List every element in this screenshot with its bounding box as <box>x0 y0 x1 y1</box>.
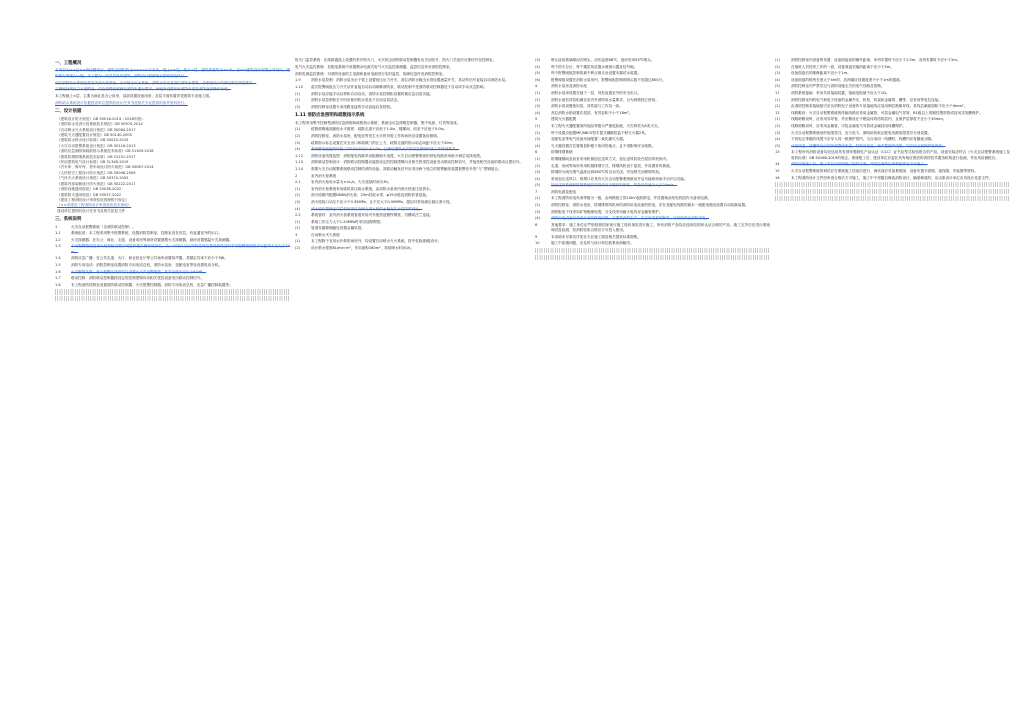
numbered-item <box>535 84 770 89</box>
item-text: 排烟防火阀在烟气温度达到280℃时自动关闭，并连锁关闭排烟风机。 <box>551 170 663 175</box>
numbered-item <box>775 91 1010 96</box>
item-number: 1.1 <box>55 231 61 236</box>
numbered-item <box>535 111 770 116</box>
item-number: (1) <box>535 123 541 128</box>
numbered-item <box>295 174 530 179</box>
reference-item: 《气体灭火系统设计规范》GB 50370-2005 <box>57 176 129 181</box>
numbered-item <box>535 177 770 182</box>
item-text: 每个设置点配置MF/ABC5型手提式磷酸铵盐干粉灭火器2具。 <box>551 130 649 135</box>
item-text: 消防用电设备应采用专用的供电回路，当建筑内的生产、生活用电被切断时，应仍能保证消防用电。 <box>551 216 710 221</box>
numbered-item <box>535 65 770 70</box>
item-number: 1.5 <box>55 262 61 267</box>
numbered-item <box>535 150 770 155</box>
text-column-4 <box>775 58 1010 202</box>
numbered-item <box>535 196 770 201</box>
numbered-item <box>775 65 1010 70</box>
item-text: 本工程消防设计文件经审查合格后方可施工，施工中不得擅自修改消防设计，确需修改的，应由原设计单位出具设计变更文件。 <box>791 175 993 180</box>
item-text: 在值班人员经常工作的一面，设备面盘至墙的距离不应小于3m。 <box>791 64 894 69</box>
item-number: 9 <box>535 234 538 239</box>
numbered-item <box>535 144 770 149</box>
item-text: 疏散照明地面最低水平照度：疏散走道不应低于1.0lx，楼梯间、前室不应低于5.0lx。 <box>311 127 448 132</box>
item-number: 2 <box>295 173 298 178</box>
item-text: 消防设施施工前，施工单位应编制施工组织方案，并经监理单位审核批准后方可施工。 <box>791 162 928 167</box>
paragraph: 电气火灾监控系统：在配电系统中设置剩余电流式电气火灾监控探测器，监控信息传至消防控制室。 <box>295 64 454 69</box>
numbered-item <box>535 58 770 63</box>
numbered-item <box>295 226 530 231</box>
item-number: 1.3 <box>55 244 61 249</box>
section-heading: 二、设计依据 <box>55 109 82 115</box>
numbered-item <box>535 164 770 169</box>
numbered-item <box>295 239 530 244</box>
text-line <box>55 296 290 301</box>
numbered-item <box>775 131 1010 136</box>
numbered-item <box>55 225 290 230</box>
item-number: (4) <box>775 77 781 82</box>
item-number: (2) <box>295 193 301 198</box>
item-number: (2) <box>295 98 301 103</box>
item-number: (2) <box>775 64 781 69</box>
item-number: 1.7 <box>55 276 61 281</box>
item-text: 线路暗敷设时，应采用穿导管，并应敷设在不燃烧体的结构层内，且保护层厚度不宜小于30mm。 <box>791 117 947 122</box>
reference-item: 《民用建筑电气设计标准》GB 51348-2019 <box>57 160 129 165</box>
item-number: (4) <box>535 216 541 221</box>
item-number: (1) <box>775 58 781 62</box>
item-text: 火灾探测器：在办公、商业、走道、设备用房等场所设置感烟火灾探测器，厨房设置感温火灾探测器。 <box>71 237 233 242</box>
item-number: (1) <box>535 156 541 161</box>
item-number: (2) <box>775 123 781 128</box>
item-number: (1) <box>295 239 301 244</box>
numbered-item <box>55 231 290 236</box>
item-number: (6) <box>535 77 541 82</box>
numbered-item <box>775 169 1010 174</box>
text-column-1 <box>55 58 290 303</box>
item-text: 消防水泵设置备用泵，其性能与工作泵一致。 <box>551 104 623 109</box>
reference-item: 《建筑防烟排烟系统技术标准》GB 51251-2017 <box>57 154 136 159</box>
numbered-item <box>295 207 530 212</box>
item-number: 1.10 <box>295 84 304 89</box>
item-number: 2.2 <box>295 213 301 218</box>
item-text: 消防控制室内严禁穿过与消防设施无关的电气线路及管路。 <box>791 84 885 89</box>
item-text: 消防水泵控制：消防水泵出水干管上设置低压压力开关，高位消防水箱出水管设置流量开关，其动作信号直接启动消防水泵。 <box>311 78 509 83</box>
item-number: 7 <box>535 189 538 194</box>
item-number: (3) <box>535 137 541 142</box>
numbered-item <box>775 84 1010 89</box>
item-number: 11 <box>775 90 780 95</box>
numbered-item <box>535 223 770 234</box>
item-number: (1) <box>535 196 541 201</box>
item-number: 3 <box>295 232 298 237</box>
numbered-item <box>775 162 1010 167</box>
item-text: 自动喷水灭火系统 <box>311 232 340 237</box>
numbered-item <box>535 190 770 195</box>
item-number: 5 <box>535 117 538 122</box>
numbered-item <box>55 263 290 268</box>
paragraph: 本工程地上×层，主要为商业及办公用房，局部设置设备用房，各层平面布置详见建筑专业施工图。 <box>55 94 213 99</box>
item-number: 10 <box>535 241 540 246</box>
numbered-item <box>295 98 530 103</box>
numbered-item <box>775 78 1010 83</box>
numbered-item <box>535 183 770 188</box>
item-text: 走道、房间等场所采用机械排烟方式，排烟风机设于屋顶，并设置补风系统。 <box>551 163 674 168</box>
item-text: 消防水泵控制柜在平时应使消防水泵处于自动启泵状态。 <box>311 98 401 103</box>
item-text: 消火栓布置保证同层任何部位有两支消火栓的水枪充实水柱同时到达。 <box>311 206 423 211</box>
item-number: (3) <box>775 71 781 76</box>
text-line <box>535 255 770 260</box>
item-text: 报警阀组设置在消防水泵房内，报警阀组控制的喷头数不宜超过800只。 <box>551 77 666 82</box>
numbered-item <box>295 220 530 225</box>
item-number: (3) <box>295 199 301 204</box>
numbered-item <box>535 170 770 175</box>
reference-item: 《消防设施通用规范》GB 55036-2022 <box>57 187 122 192</box>
text-line <box>55 289 290 294</box>
numbered-item <box>295 105 530 110</box>
item-number: 1.6 <box>55 269 61 274</box>
item-number: (4) <box>535 176 541 181</box>
item-text: 消防电源及配电 <box>551 189 577 194</box>
item-number: (5) <box>535 183 541 188</box>
numbered-item <box>535 131 770 136</box>
paragraph: 消防给水系统设计依据建设单位提供的设计任务书及相关专业提供的条件资料进行。 <box>55 101 188 105</box>
item-number: 15 <box>775 168 780 173</box>
item-number: (3) <box>295 140 301 145</box>
item-text: 火灾警报装置：每个报警区域内均匀设置火灾声光警报器，其声压级不应小于60dB。 <box>71 269 207 274</box>
item-text: 消防水泵应能手动启停和自动启动，消防水泵控制柜设置机械应急启泵功能。 <box>311 91 434 96</box>
numbered-item <box>535 203 770 208</box>
item-number: (2) <box>295 246 301 251</box>
item-text: 联动控制：消防联动控制器按设定的控制逻辑向各相关受控设备发出联动控制信号。 <box>71 276 204 281</box>
item-text: 系统组成：本工程采用集中报警系统，设置消防控制室，控制室设在首层，有直通室外的出口。 <box>71 231 222 236</box>
numbered-item <box>295 187 530 192</box>
item-number: (2) <box>535 130 541 135</box>
numbered-item <box>775 117 1010 122</box>
reference-item: 《火灾自动报警系统设计规范》GB 50116-2013 <box>57 143 136 148</box>
item-text: 室内消火栓用水量为××L/s，火灾延续时间为3h。 <box>311 180 392 185</box>
numbered-item <box>535 98 770 103</box>
item-text: 室内消火栓系统 <box>311 173 337 178</box>
paragraph: 消防电源监控系统：对消防设备的主电源和备用电源进行实时监控，故障信息传至消防控制室。 <box>295 71 446 76</box>
item-text: 由消防控制室接地板引至各消防电子设备的专用接地线应选用铜芯绝缘导线，其线芯截面面积不应小于4mm²。 <box>791 104 968 109</box>
item-number: (3) <box>295 104 301 109</box>
item-text: 疏散指示标志设置在安全出口和疏散门的正上方，疏散走道的指示标志间距不应大于20m。 <box>311 140 456 145</box>
item-number: 1.9 <box>295 78 301 83</box>
item-text: 消防控制室、消防水泵房、防烟排烟风机房的消防用电设备的供电，应在其配电线路的最末一级配电箱处设置自动切换装置。 <box>551 203 749 208</box>
item-text: 需要火灾自动报警系统联动控制的消防设备，其联动触发信号应采用两个独立的报警触发装置报警信号的“与”逻辑组合。 <box>311 166 502 171</box>
numbered-item <box>295 78 530 83</box>
numbered-item <box>775 144 1010 149</box>
numbered-item <box>535 210 770 215</box>
text-column-2 <box>295 58 530 253</box>
numbered-item <box>535 216 770 221</box>
item-text: 线路明敷设时，应采用金属管、可挠金属电气导管或金属封闭线槽保护。 <box>791 123 906 128</box>
numbered-item <box>535 71 770 76</box>
item-text: 火灾自动报警系统（含消防联动控制）。 <box>71 224 136 229</box>
numbered-item <box>295 160 530 165</box>
item-text: 本工程消防控制室设置消防联动控制器、火灾报警控制器、消防专用电话总机、应急广播控制装置等。 <box>71 282 233 287</box>
item-text: 设备面盘的排列长度大于4m时，其两端应设置宽度不小于1m的通道。 <box>791 77 904 82</box>
numbered-item <box>295 92 530 97</box>
numbered-item <box>535 78 770 83</box>
reference-item: 《建筑设计防火规范》GB 50016-2014（2018年版） <box>57 116 145 121</box>
item-number: 1.2 <box>55 237 61 242</box>
item-text: 消防系统接地：采用共用接地装置，接地电阻值不应大于1Ω。 <box>791 90 890 95</box>
item-text: 系统工作压力大于1.20MPa时采用加厚钢管。 <box>311 219 384 224</box>
item-number: 4 <box>535 84 538 89</box>
numbered-item <box>295 167 530 172</box>
text-line <box>775 196 1010 201</box>
numbered-item <box>775 98 1010 103</box>
numbered-item <box>55 270 290 275</box>
numbered-item <box>535 104 770 109</box>
item-number: (5) <box>775 143 781 148</box>
reference-item: 《××省建设工程消防设计审查验收技术指南》 <box>57 203 132 208</box>
item-text: 消防应急广播：在公共走道、大厅、商业营业厅等公共场所设置扬声器，其额定功率不应小于3W。 <box>71 256 228 261</box>
item-text: 加压送风系统和排烟系统的风管采用不燃材料制作，风管内风速不大于20m/s。 <box>551 183 678 188</box>
item-text: 建筑灭火器配置 <box>551 117 577 122</box>
item-number: (5) <box>775 84 781 89</box>
item-number: (4) <box>535 64 541 69</box>
numbered-item <box>295 127 530 132</box>
item-number: (1) <box>775 97 781 102</box>
item-text: 湿式报警阀组压力开关动作直接自动启动喷淋消防泵，联动控制不受消防联动控制器处于自动或手动状态影响。 <box>311 84 488 89</box>
numbered-item <box>295 213 530 218</box>
numbered-item <box>775 58 1010 63</box>
reference-item: 《汽车库、修车库、停车场设计防火规范》GB 50067-2014 <box>57 165 154 170</box>
reference-item: 建设单位提供的设计任务书及相关批复文件 <box>57 208 126 213</box>
item-text: 消防控制室内设备的布置：设备面盘前的操作距离，单列布置时不应小于1.5m，双列布置时不应小于2m。 <box>791 58 961 62</box>
item-number: (2) <box>535 97 541 102</box>
item-text: 火灾自动报警系统用的电缆竖井，宜与电力、照明用的低压配电线路电缆竖井分别设置。 <box>791 130 932 135</box>
numbered-item <box>55 244 290 255</box>
item-number: (3) <box>775 130 781 135</box>
item-number: (1) <box>295 127 301 132</box>
numbered-item <box>535 235 770 240</box>
item-text: 消火栓栓口动压不应小于0.35MPa，且不应大于0.50MPa，超压时采用减压稳压消火栓。 <box>311 199 454 204</box>
item-number: (5) <box>535 71 541 76</box>
numbered-item <box>775 137 1010 142</box>
numbered-item <box>295 85 530 90</box>
reference-item: 《消防给水及消火栓系统技术规范》GB 50974-2014 <box>57 122 143 127</box>
item-text: 系统管材：室内消火栓系统管道采用内外壁热浸镀锌钢管，沟槽或法兰连接。 <box>311 213 434 218</box>
item-text: 其他要求：施工单位应严格按照国家现行施工验收规范进行施工，所有消防产品均应选用经国家认证合格的产品，施工完毕后应进行系统调试及检测，经消防验收合格后方可投入使用。 <box>551 222 770 233</box>
numbered-item <box>295 200 530 205</box>
text-line <box>775 182 1010 187</box>
item-text: 本工程除不宜用水扑救的场所外，均设置自动喷水灭火系统，按中危险级Ⅰ级设计。 <box>311 239 442 244</box>
item-number: 16 <box>775 175 780 180</box>
item-number: 1.8 <box>55 282 61 287</box>
item-text: 本工程所有消防设备均应选用具有国家强制性产品认证（CCC）证书及型式检验报告的产品，设备安装应符合《火灾自动报警系统施工及验收标准》GB 50166-2019的规定。系统竣工后，建设单位应委托具有相应资质的消防技术服务机构进行检测，并出具检测报告。 <box>791 150 1010 160</box>
item-number: (1) <box>295 186 301 191</box>
section-heading: 三、系统说明 <box>55 217 82 223</box>
item-text: 每个防火分区、每个楼层均设置水流指示器及信号阀。 <box>551 64 638 69</box>
item-text: 消防水池有效容积满足室内外消防用水量要求，分为两格独立使用。 <box>551 97 659 102</box>
paragraph: 项目消防给水系统包括室内消火栓系统、自动喷水灭火系统、消防水泵房及高位消防水箱等，各系统设计均满足相关规范要求。 <box>55 80 257 85</box>
item-number: 1.13 <box>295 160 304 165</box>
item-text: 消防水泵房及消防水池 <box>551 84 587 89</box>
item-text: 常闭加压送风口、排烟口应具有火灾自动报警系统联动开启功能和现场手动开启功能。 <box>551 176 688 181</box>
item-number: (4) <box>535 143 541 148</box>
reference-item: 《建筑内部装修设计防火规范》GB 50222-2017 <box>57 181 136 186</box>
numbered-item <box>55 256 290 261</box>
numbered-item <box>775 71 1010 76</box>
item-text: 从接线盒、线槽等处引到探测器底座盒、控制设备盒、扬声器箱的线路，均应加金属保护管保护。 <box>791 143 946 148</box>
item-text: 消火栓箱内配置DN65消火栓、25m衬胶水带、φ19水枪及消防软管卷盘。 <box>311 193 430 198</box>
item-text: 不同电压等级的线缆不应穿入同一根保护管内，当合用同一线槽时，线槽内应有隔板分隔。 <box>791 137 935 142</box>
item-number: 1.12 <box>295 153 304 158</box>
item-number: 1.4 <box>55 256 61 261</box>
numbered-item <box>295 193 530 198</box>
item-number: 8 <box>535 222 538 227</box>
numbered-item <box>55 276 290 281</box>
item-number: 12 <box>775 110 780 115</box>
item-text: 本说明未尽事宜详见各专业施工图及相关国家标准图集。 <box>551 234 641 239</box>
item-number: (3) <box>535 209 541 214</box>
section-heading: 一、工程概况 <box>55 61 82 66</box>
paragraph: 防火门监控系统：在疏散通道上设置的常开防火门，火灾时由消防联动控制器发出关闭信号，防火门关闭后反馈信号至控制室。 <box>295 58 497 62</box>
item-text: 消防联动控制设计：消防联动控制器应能按设定的控制逻辑向各相关的受控设备发出联动控制信号，并接受相关设备的联动反馈信号。 <box>311 160 524 165</box>
item-text: 消防专用电话：消防控制室设置消防专用电话总机，消防水泵房、变配电室等处设置电话分机。 <box>71 262 222 267</box>
item-text: 消防控制室、消防水泵房、配电室等发生火灾时仍需工作的场所应设置备用照明。 <box>311 133 441 138</box>
item-text: 施工中如遇问题，应及时与设计单位联系协商解决。 <box>551 241 634 246</box>
item-number: (4) <box>535 110 541 115</box>
paragraph: 本项目为××区××商住楼项目，建筑总面积约为×××××平方米，地上××层，地下×层，建筑高度约为××米，由××建筑设计有限公司设计，建筑耐火等级为一级。本工程为一类高层民用建筑，消防设计按照现行国家规范执行。 <box>55 68 290 78</box>
numbered-item <box>535 91 770 96</box>
item-number: 14 <box>775 162 780 167</box>
item-number: (4) <box>295 206 301 211</box>
text-line <box>775 189 1010 194</box>
item-text: 系统蓄电池组的持续工作时间不应少于1.0h，且满足建筑火灾时应急照明持续工作时间要求。 <box>311 147 460 152</box>
item-text: 喷头选用玻璃球闭式喷头，动作温度68℃，厨房采用93℃喷头。 <box>551 58 655 62</box>
item-number: 1.14 <box>295 166 304 171</box>
reference-item: 《建筑灭火器配置设计规范》GB 50140-2005 <box>57 133 132 138</box>
item-number: (2) <box>295 133 301 138</box>
numbered-item <box>535 157 770 162</box>
numbered-item <box>775 124 1010 129</box>
item-number: (4) <box>295 147 301 152</box>
reference-item: 《自动喷水灭火系统设计规范》GB 50084-2017 <box>57 127 136 132</box>
item-number: (3) <box>535 104 541 109</box>
item-text: 线路敷设：火灾自动报警系统的传输线路应采用金属管、可挠金属电气导管、B1级以上的刚性塑料管或封闭式线槽保护。 <box>791 110 983 115</box>
item-number: 2.1 <box>295 180 301 185</box>
paragraph: 本工程采用集中控制型消防应急照明和疏散指示系统，系统由应急照明控制器、集中电源、灯具等组成。 <box>295 120 461 125</box>
numbered-item <box>535 241 770 246</box>
item-number: (2) <box>295 226 301 231</box>
text-line <box>535 248 770 253</box>
item-text: 每个报警阀组控制的最不利点喷头处设置末端试水装置。 <box>551 71 641 76</box>
item-text: 防烟楼梯间及前室采用机械加压送风方式，加压送风机设在屋顶风机房内。 <box>551 156 670 161</box>
numbered-item <box>295 180 530 185</box>
item-number: 13 <box>775 150 780 155</box>
numbered-item <box>775 104 1010 109</box>
item-text: 手动报警按钮及消火栓按钮设置于明显和便于操作的部位，从一个防火分区内的任何位置到最邻近的手动报警按钮的步行距离不应大于30m。 <box>71 244 290 254</box>
item-text: 消防配电干线采用矿物绝缘电缆，分支线采用耐火电线穿金属管保护。 <box>551 209 663 214</box>
item-text: 火灾自动报警系统的调试应在系统施工结束后进行，调试前应具备系统图、设备布置平面图、接线图、安装图等资料。 <box>791 168 978 173</box>
reference-item: 《消防应急照明和疏散指示系统技术标准》GB 51309-2018 <box>57 149 154 154</box>
numbered-item <box>55 238 290 243</box>
section-heading: 1.11 消防应急照明和疏散指示系统 <box>295 113 365 119</box>
item-text: 消防控制室设置专用线路连接的手动直接启泵按钮。 <box>311 104 394 109</box>
item-number: 1 <box>55 224 58 229</box>
item-number: (3) <box>535 58 541 62</box>
reference-item: 《建筑防火通用规范》GB 55037-2022 <box>57 192 122 197</box>
reference-item: 《人民防空工程设计防火规范》GB 50098-2009 <box>57 170 136 175</box>
numbered-item <box>295 246 530 251</box>
item-number: (4) <box>775 137 781 142</box>
item-text: 室内消火栓系统采用临时高压给水系统，由消防水泵房内消火栓加压泵供水。 <box>311 186 434 191</box>
item-number: (1) <box>775 117 781 122</box>
numbered-item <box>295 147 530 152</box>
item-text: 防烟排烟系统 <box>551 150 573 155</box>
numbered-item <box>535 117 770 122</box>
numbered-item <box>295 134 530 139</box>
item-number: (3) <box>535 170 541 175</box>
reference-item: 《建设工程消防设计审查验收管理暂行规定》 <box>57 197 129 202</box>
numbered-item <box>535 124 770 129</box>
numbered-item <box>55 283 290 288</box>
item-text: 消防控制室内的电气和电子设备的金属外壳、机柜、机架和金属管、槽等，应采用等电位连接。 <box>791 97 942 102</box>
numbered-item <box>295 154 530 159</box>
item-text: 本工程消防用电负荷等级为一级，由两路独立的10kV电源供电，并设置柴油发电机组作为备用电源。 <box>551 196 712 201</box>
reference-item: 《建筑给水排水设计标准》GB 50015-2019 <box>57 138 129 143</box>
numbered-item <box>775 111 1010 116</box>
item-text: 管道穿越伸缩缝处设置金属软管。 <box>311 226 365 231</box>
item-number: (1) <box>295 91 301 96</box>
item-text: 灭火器设置在位置明显和便于取用的地点，且不得影响安全疏散。 <box>551 143 656 148</box>
item-text: 设备面盘后的维修距离不宜小于1m。 <box>791 71 851 76</box>
item-text: 设计喷水强度8L/min·m²，作用面积160m²，持续喷水时间1h。 <box>311 246 415 251</box>
item-text: 变配电室等电气设备房间配置二氧化碳灭火器。 <box>551 137 627 142</box>
item-text: 本工程灭火器配置场所危险等级为严重危险级，火灾种类为A类火灾。 <box>551 123 662 128</box>
item-number: (2) <box>535 163 541 168</box>
numbered-item <box>775 150 1010 161</box>
item-text: 高位消防水箱设置在屋顶，有效容积不小于18m³。 <box>551 110 633 115</box>
item-number: (1) <box>295 219 301 224</box>
numbered-item <box>295 141 530 146</box>
item-number: (2) <box>535 203 541 208</box>
item-number: 6 <box>535 150 538 155</box>
numbered-item <box>775 176 1010 181</box>
numbered-item <box>295 233 530 238</box>
item-text: 消防设备线缆选型：消防配电线路采用阻燃耐火电缆，火灾自动报警系统的供电线路采用耐火铜芯电线电缆。 <box>311 153 484 158</box>
item-text: 消防水泵房设置在地下一层，设有直通室外的安全出口。 <box>551 90 641 95</box>
numbered-item <box>535 137 770 142</box>
item-number: (1) <box>535 90 541 95</box>
item-number: (2) <box>775 104 781 109</box>
paragraph: 工程地处城区主干道附近，周边道路宽度满足消防车通行要求，场地内设置环形消防车道及消防登高操作场地。 <box>55 87 232 92</box>
text-column-3 <box>535 58 770 262</box>
